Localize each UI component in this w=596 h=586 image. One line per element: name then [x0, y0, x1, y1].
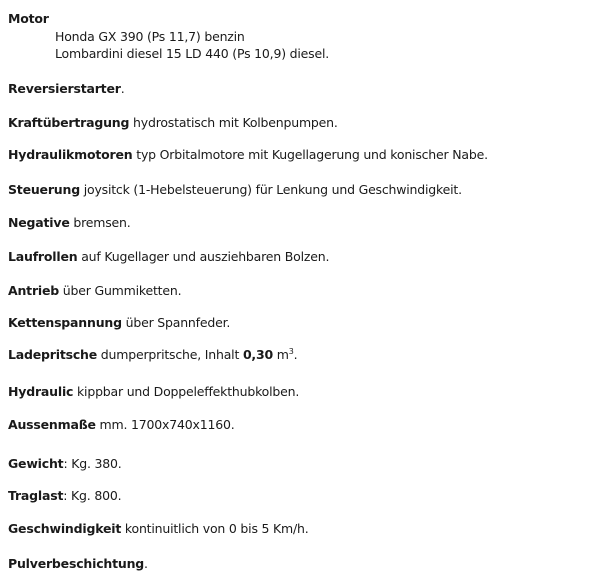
aussenmasse-text: mm. 1700x740x1160.: [95, 417, 235, 432]
motor-option-lombardini: Lombardini diesel 15 LD 440 (Ps 10,9) diesel.: [55, 46, 329, 61]
spec-hydraulikmotoren: [8, 147, 488, 163]
spec-traglast: [8, 488, 121, 504]
spec-negative: [8, 215, 131, 231]
pulver-text: .: [144, 556, 148, 571]
spec-kettenspannung: [8, 315, 230, 331]
steuerung-text: joysitck (1-Hebelsteuerung) für Lenkung und Geschwindigkeit.: [79, 182, 462, 197]
reversierstarter-label: Reversierstarter: [8, 81, 121, 96]
spec-ladepritsche: [8, 347, 297, 363]
kettenspannung-text: über Spannfeder.: [121, 315, 231, 330]
motor-label: Motor: [8, 11, 49, 26]
gewicht-label: Gewicht: [8, 456, 64, 471]
ladepritsche-text: dumperpritsche, Inhalt: [97, 347, 243, 362]
hydraulic-text: kippbar und Doppeleffekthubkolben.: [73, 384, 300, 399]
spec-laufrollen: [8, 249, 329, 265]
spec-geschwindigkeit: [8, 521, 309, 537]
ladepritsche-end: .: [293, 347, 298, 362]
laufrollen-label: Laufrollen: [8, 249, 78, 264]
reversierstarter-text: .: [120, 81, 125, 96]
spec-kraftuebertragung: [8, 115, 338, 131]
ladepritsche-unit: m: [272, 347, 289, 362]
kraftuebertragung-label: Kraftübertragung: [8, 115, 130, 130]
spec-reversierstarter: [8, 81, 124, 97]
ladepritsche-unit-exponent: 3: [288, 346, 294, 356]
spec-gewicht: [8, 456, 122, 472]
kraftuebertragung-text: hydrostatisch mit Kolbenpumpen.: [129, 115, 338, 130]
kettenspannung-label: Kettenspannung: [8, 315, 122, 330]
spec-pulverbeschichtung: [8, 556, 148, 572]
ladepritsche-label: Ladepritsche: [8, 347, 98, 362]
negative-label: Negative: [8, 215, 70, 230]
spec-hydraulic: [8, 384, 299, 400]
hydraulikmotoren-label: Hydraulikmotoren: [8, 147, 133, 162]
steuerung-label: Steuerung: [8, 182, 80, 197]
laufrollen-text: auf Kugellager und ausziehbaren Bolzen.: [77, 249, 330, 264]
geschwindigkeit-text: kontinuitlich von 0 bis 5 Km/h.: [121, 521, 309, 536]
antrieb-text: über Gummiketten.: [59, 283, 182, 298]
geschwindigkeit-label: Geschwindigkeit: [8, 521, 122, 536]
hydraulikmotoren-text: typ Orbitalmotore mit Kugellagerung und konischer Nabe.: [132, 147, 488, 162]
ladepritsche-value: 0,30: [242, 347, 273, 362]
hydraulic-label: Hydraulic: [8, 384, 74, 399]
spec-steuerung: [8, 182, 462, 198]
spec-aussenmasse: [8, 417, 235, 433]
traglast-text: : Kg. 800.: [63, 488, 122, 503]
spec-antrieb: [8, 283, 181, 299]
motor-heading: [8, 11, 49, 27]
antrieb-label: Antrieb: [8, 283, 60, 298]
aussenmasse-label: Aussenmaße: [8, 417, 96, 432]
pulver-label: Pulverbeschichtung: [8, 556, 145, 571]
motor-option-honda: Honda GX 390 (Ps 11,7) benzin: [55, 29, 245, 44]
negative-text: bremsen.: [69, 215, 131, 230]
traglast-label: Traglast: [8, 488, 64, 503]
gewicht-text: : Kg. 380.: [63, 456, 122, 471]
